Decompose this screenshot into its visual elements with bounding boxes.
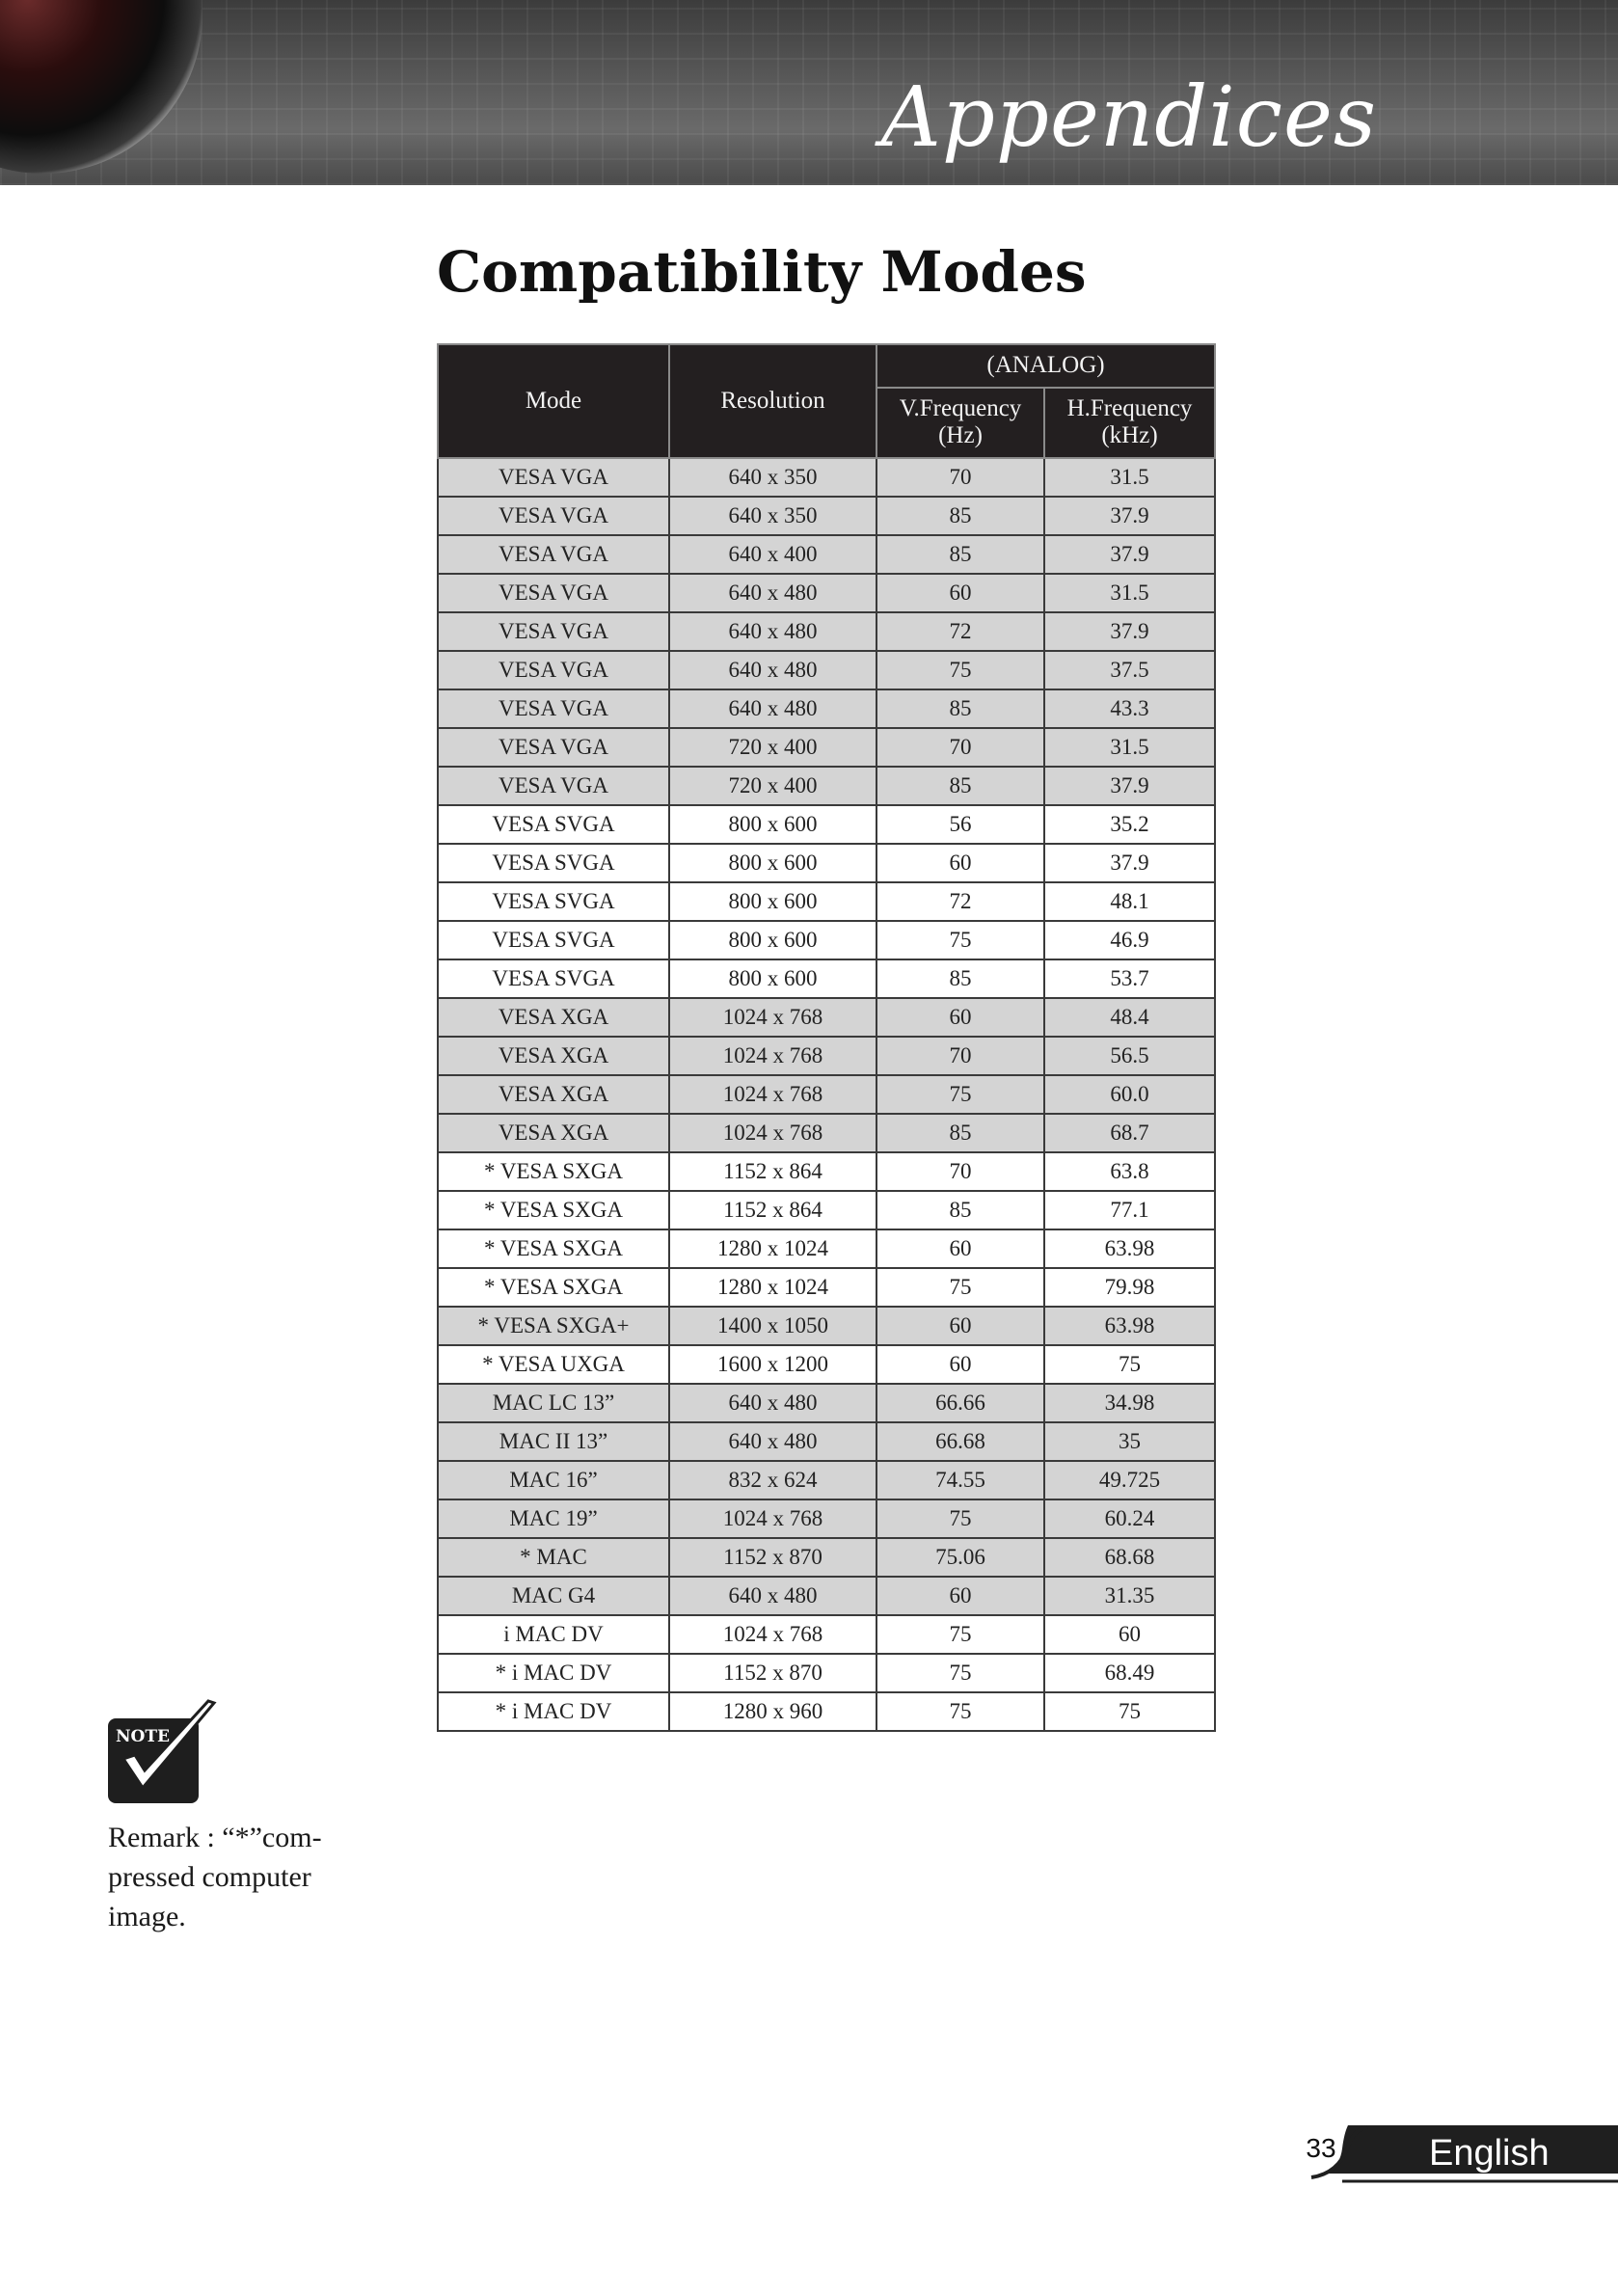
cell-hfrequency: 43.3	[1044, 689, 1215, 728]
cell-mode: VESA VGA	[438, 728, 669, 767]
cell-vfrequency: 85	[876, 535, 1044, 574]
cell-hfrequency: 37.9	[1044, 535, 1215, 574]
cell-mode: * VESA SXGA+	[438, 1307, 669, 1345]
cell-mode: VESA XGA	[438, 998, 669, 1037]
header-hfrequency-label: H.Frequency	[1066, 395, 1193, 422]
cell-mode: VESA VGA	[438, 612, 669, 651]
table-row	[438, 921, 1215, 959]
cell-mode: * i MAC DV	[438, 1654, 669, 1692]
cell-vfrequency: 66.68	[876, 1422, 1044, 1461]
table-row	[438, 1654, 1215, 1692]
header-vfrequency	[876, 388, 1044, 458]
cell-vfrequency: 85	[876, 959, 1044, 998]
table-row	[438, 458, 1215, 497]
cell-hfrequency: 68.49	[1044, 1654, 1215, 1692]
cell-vfrequency: 70	[876, 1037, 1044, 1075]
cell-mode: VESA SVGA	[438, 959, 669, 998]
table-row	[438, 574, 1215, 612]
cell-vfrequency: 75.06	[876, 1538, 1044, 1577]
cell-resolution: 1280 x 960	[669, 1692, 876, 1731]
table-row	[438, 1692, 1215, 1731]
table-row	[438, 535, 1215, 574]
table-row	[438, 1075, 1215, 1114]
header-hfrequency-unit: (kHz)	[1101, 422, 1158, 449]
cell-resolution: 1280 x 1024	[669, 1268, 876, 1307]
cell-mode: * VESA SXGA	[438, 1268, 669, 1307]
section-title: Compatibility Modes	[437, 239, 1087, 305]
cell-vfrequency: 75	[876, 1654, 1044, 1692]
cell-hfrequency: 48.4	[1044, 998, 1215, 1037]
cell-resolution: 800 x 600	[669, 921, 876, 959]
cell-hfrequency: 68.68	[1044, 1538, 1215, 1577]
table-row	[438, 1577, 1215, 1615]
cell-mode: VESA XGA	[438, 1114, 669, 1152]
cell-hfrequency: 63.98	[1044, 1229, 1215, 1268]
cell-vfrequency: 72	[876, 882, 1044, 921]
table-row	[438, 767, 1215, 805]
cell-vfrequency: 60	[876, 844, 1044, 882]
cell-vfrequency: 85	[876, 497, 1044, 535]
cell-vfrequency: 85	[876, 1114, 1044, 1152]
cell-resolution: 640 x 400	[669, 535, 876, 574]
cell-resolution: 640 x 480	[669, 689, 876, 728]
header-vfrequency-label: V.Frequency	[899, 395, 1022, 422]
cell-vfrequency: 74.55	[876, 1461, 1044, 1499]
cell-resolution: 1152 x 870	[669, 1654, 876, 1692]
cell-vfrequency: 70	[876, 458, 1044, 497]
table-row	[438, 1268, 1215, 1307]
cell-hfrequency: 35	[1044, 1422, 1215, 1461]
cell-resolution: 1024 x 768	[669, 998, 876, 1037]
cell-hfrequency: 31.5	[1044, 574, 1215, 612]
cell-vfrequency: 85	[876, 689, 1044, 728]
cell-resolution: 1024 x 768	[669, 1037, 876, 1075]
cell-mode: MAC G4	[438, 1577, 669, 1615]
table-row	[438, 497, 1215, 535]
table-row	[438, 1114, 1215, 1152]
header-banner	[0, 0, 1618, 185]
cell-mode: VESA XGA	[438, 1037, 669, 1075]
cell-vfrequency: 72	[876, 612, 1044, 651]
cell-mode: VESA VGA	[438, 497, 669, 535]
cell-vfrequency: 70	[876, 1152, 1044, 1191]
table-row	[438, 1461, 1215, 1499]
cell-resolution: 1024 x 768	[669, 1499, 876, 1538]
table-row	[438, 1345, 1215, 1384]
header-mode: Mode	[438, 344, 669, 458]
table-row	[438, 998, 1215, 1037]
cell-vfrequency: 60	[876, 998, 1044, 1037]
cell-mode: VESA SVGA	[438, 882, 669, 921]
cell-hfrequency: 63.98	[1044, 1307, 1215, 1345]
note-remark	[108, 1818, 388, 1936]
cell-mode: MAC II 13”	[438, 1422, 669, 1461]
table-row	[438, 959, 1215, 998]
cell-mode: VESA VGA	[438, 651, 669, 689]
table-row	[438, 844, 1215, 882]
cell-hfrequency: 31.35	[1044, 1577, 1215, 1615]
cell-mode: VESA SVGA	[438, 805, 669, 844]
cell-mode: VESA SVGA	[438, 921, 669, 959]
cell-vfrequency: 75	[876, 1268, 1044, 1307]
table-row	[438, 1307, 1215, 1345]
cell-hfrequency: 68.7	[1044, 1114, 1215, 1152]
cell-vfrequency: 60	[876, 574, 1044, 612]
cell-hfrequency: 48.1	[1044, 882, 1215, 921]
cell-hfrequency: 49.725	[1044, 1461, 1215, 1499]
cell-vfrequency: 70	[876, 728, 1044, 767]
table-row	[438, 1615, 1215, 1654]
cell-resolution: 640 x 480	[669, 612, 876, 651]
cell-hfrequency: 75	[1044, 1692, 1215, 1731]
cell-mode: * VESA SXGA	[438, 1229, 669, 1268]
cell-resolution: 1152 x 864	[669, 1191, 876, 1229]
cell-mode: * i MAC DV	[438, 1692, 669, 1731]
table-row	[438, 1229, 1215, 1268]
cell-resolution: 1024 x 768	[669, 1615, 876, 1654]
cell-vfrequency: 75	[876, 1499, 1044, 1538]
table-row	[438, 805, 1215, 844]
note-icon-label: NOTE	[116, 1727, 170, 1746]
header-resolution: Resolution	[669, 344, 876, 458]
table-row	[438, 1384, 1215, 1422]
cell-vfrequency: 66.66	[876, 1384, 1044, 1422]
cell-vfrequency: 60	[876, 1345, 1044, 1384]
cell-mode: VESA VGA	[438, 689, 669, 728]
cell-resolution: 720 x 400	[669, 767, 876, 805]
cell-mode: MAC 16”	[438, 1461, 669, 1499]
header-analog: (ANALOG)	[876, 344, 1215, 388]
cell-hfrequency: 31.5	[1044, 728, 1215, 767]
cell-hfrequency: 37.5	[1044, 651, 1215, 689]
cell-resolution: 640 x 480	[669, 1422, 876, 1461]
cell-hfrequency: 79.98	[1044, 1268, 1215, 1307]
cell-resolution: 640 x 480	[669, 1384, 876, 1422]
table-row	[438, 1499, 1215, 1538]
table-row	[438, 612, 1215, 651]
cell-resolution: 640 x 480	[669, 1577, 876, 1615]
remark-line-3: image.	[108, 1901, 186, 1932]
table-row	[438, 1152, 1215, 1191]
footer-language: English	[1429, 2133, 1550, 2174]
cell-resolution: 832 x 624	[669, 1461, 876, 1499]
cell-hfrequency: 56.5	[1044, 1037, 1215, 1075]
cell-vfrequency: 60	[876, 1577, 1044, 1615]
cell-resolution: 640 x 350	[669, 458, 876, 497]
lens-graphic	[0, 0, 202, 174]
cell-hfrequency: 63.8	[1044, 1152, 1215, 1191]
remark-line-1: Remark : “*”com-	[108, 1822, 322, 1853]
cell-hfrequency: 60.0	[1044, 1075, 1215, 1114]
remark-line-2: pressed computer	[108, 1861, 311, 1893]
cell-hfrequency: 46.9	[1044, 921, 1215, 959]
cell-vfrequency: 75	[876, 1075, 1044, 1114]
cell-vfrequency: 85	[876, 1191, 1044, 1229]
cell-vfrequency: 85	[876, 767, 1044, 805]
cell-hfrequency: 60.24	[1044, 1499, 1215, 1538]
cell-hfrequency: 37.9	[1044, 844, 1215, 882]
cell-vfrequency: 60	[876, 1307, 1044, 1345]
cell-hfrequency: 37.9	[1044, 767, 1215, 805]
cell-resolution: 800 x 600	[669, 959, 876, 998]
cell-mode: VESA SVGA	[438, 844, 669, 882]
cell-mode: VESA XGA	[438, 1075, 669, 1114]
table-row	[438, 1422, 1215, 1461]
cell-hfrequency: 34.98	[1044, 1384, 1215, 1422]
cell-hfrequency: 37.9	[1044, 612, 1215, 651]
cell-hfrequency: 35.2	[1044, 805, 1215, 844]
table-row	[438, 689, 1215, 728]
cell-vfrequency: 75	[876, 651, 1044, 689]
cell-vfrequency: 75	[876, 1615, 1044, 1654]
cell-vfrequency: 60	[876, 1229, 1044, 1268]
table-row	[438, 651, 1215, 689]
table-row	[438, 1538, 1215, 1577]
cell-resolution: 720 x 400	[669, 728, 876, 767]
cell-resolution: 640 x 350	[669, 497, 876, 535]
cell-resolution: 1280 x 1024	[669, 1229, 876, 1268]
cell-mode: i MAC DV	[438, 1615, 669, 1654]
cell-mode: MAC LC 13”	[438, 1384, 669, 1422]
banner-title: Appendices	[880, 69, 1377, 166]
cell-resolution: 800 x 600	[669, 805, 876, 844]
table-row	[438, 728, 1215, 767]
cell-mode: * MAC	[438, 1538, 669, 1577]
table-row	[438, 882, 1215, 921]
cell-resolution: 1400 x 1050	[669, 1307, 876, 1345]
cell-hfrequency: 77.1	[1044, 1191, 1215, 1229]
header-vfrequency-unit: (Hz)	[938, 422, 983, 449]
cell-mode: * VESA SXGA	[438, 1191, 669, 1229]
header-hfrequency	[1044, 388, 1215, 458]
cell-vfrequency: 75	[876, 921, 1044, 959]
page-number: 33	[1306, 2133, 1336, 2163]
cell-mode: VESA VGA	[438, 767, 669, 805]
note-check-icon	[106, 1699, 220, 1807]
cell-resolution: 800 x 600	[669, 882, 876, 921]
cell-resolution: 1600 x 1200	[669, 1345, 876, 1384]
cell-hfrequency: 60	[1044, 1615, 1215, 1654]
cell-resolution: 800 x 600	[669, 844, 876, 882]
cell-resolution: 1152 x 870	[669, 1538, 876, 1577]
cell-hfrequency: 75	[1044, 1345, 1215, 1384]
table-row	[438, 1037, 1215, 1075]
compatibility-table	[437, 343, 1216, 1732]
cell-mode: MAC 19”	[438, 1499, 669, 1538]
table-row	[438, 1191, 1215, 1229]
cell-resolution: 1024 x 768	[669, 1075, 876, 1114]
cell-mode: VESA VGA	[438, 535, 669, 574]
cell-vfrequency: 56	[876, 805, 1044, 844]
cell-resolution: 1024 x 768	[669, 1114, 876, 1152]
cell-resolution: 640 x 480	[669, 574, 876, 612]
cell-resolution: 640 x 480	[669, 651, 876, 689]
cell-mode: VESA VGA	[438, 458, 669, 497]
cell-hfrequency: 31.5	[1044, 458, 1215, 497]
cell-mode: * VESA SXGA	[438, 1152, 669, 1191]
table-body	[438, 458, 1215, 1731]
cell-vfrequency: 75	[876, 1692, 1044, 1731]
cell-hfrequency: 37.9	[1044, 497, 1215, 535]
cell-mode: VESA VGA	[438, 574, 669, 612]
cell-mode: * VESA UXGA	[438, 1345, 669, 1384]
cell-resolution: 1152 x 864	[669, 1152, 876, 1191]
cell-hfrequency: 53.7	[1044, 959, 1215, 998]
